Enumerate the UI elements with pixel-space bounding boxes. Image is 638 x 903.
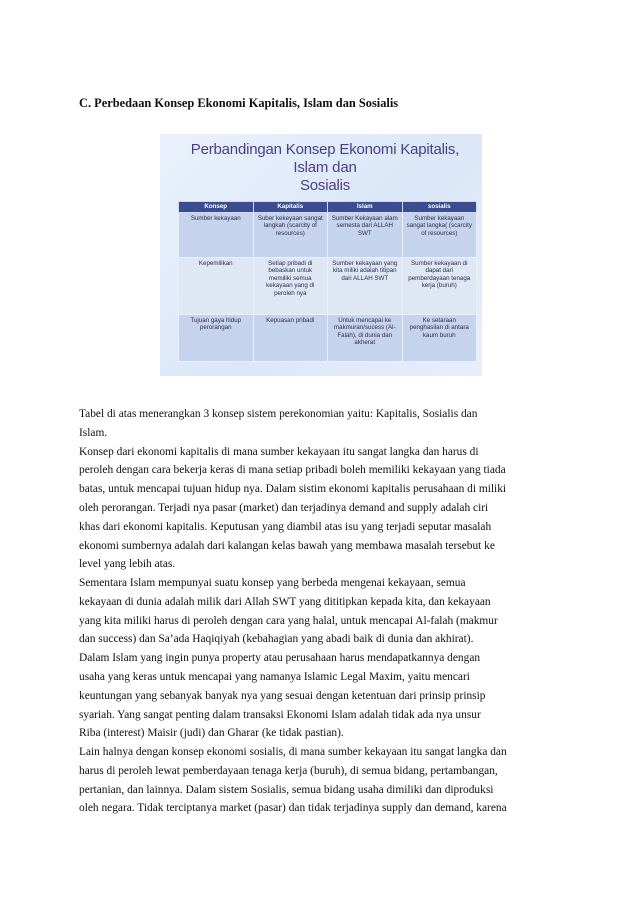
table-row <box>179 213 477 258</box>
figure-title <box>178 141 472 195</box>
text-line: batas, untuk mencapai tujuan hidup nya. Dalam sistim ekonomi kapitalis perusahaan di miliki <box>79 483 507 496</box>
section-heading: C. Perbedaan Konsep Ekonomi Kapitalis, Islam dan Sosialis <box>79 96 399 110</box>
figure-title-line-2: Sosialis <box>299 177 351 194</box>
table-row <box>179 258 477 315</box>
text-line: Konsep dari ekonomi kapitalis di mana sumber kekayaan itu sangat langka dan harus di <box>79 445 479 458</box>
text-line: ekonomi sumbernya adalah dari kalangan kelas bawah yang membawa masalah tersebut ke <box>79 539 495 552</box>
text-line: Dalam Islam yang ingin punya property atau perusahaan harus mendapatkannya dengan <box>79 652 481 665</box>
table-cell: Tujuan gaya hidup perorangan <box>179 315 254 362</box>
table-cell: Sumber kekayaan yang kita miliki adalah titipan dari ALLAH SWT <box>328 258 403 315</box>
text-line: oleh negara. Tidak terciptanya market (pasar) dan tidak terjadinya supply dan demand, karena <box>79 802 507 815</box>
text-line: khas dari ekonomi kapitalis. Keputusan yang diambil atas isu yang terjadi seputar masalah <box>79 520 492 533</box>
text-line: usaha yang keras untuk mencapai yang namanya Islamic Legal Maxim, yaitu mencari <box>79 670 470 683</box>
text-line: level yang lebih atas. <box>79 558 176 571</box>
header-konsep: Konsep <box>179 202 254 213</box>
text-line: pertanian, dan lainnya. Dalam sistem Sosialis, semua bidang usaha dimiliki dan diproduksi <box>79 783 494 796</box>
figure-title-line-1: Perbandingan Konsep Ekonomi Kapitalis, Islam dan <box>190 141 460 176</box>
table-cell: Ke setaraan penghasilan di antara kaum buruh <box>402 315 477 362</box>
table-cell: Kepuasan pribadi <box>253 315 328 362</box>
comparison-table <box>178 201 477 362</box>
table-cell: Setiap pribadi di bebaskan untuk memiliki semua kekayaan yang di peroleh nya <box>253 258 328 315</box>
header-islam: Islam <box>328 202 403 213</box>
text-line: dan success) dan Sa’ada Haqiqiyah (kebahagian yang abadi baik di dunia dan akhirat). <box>79 633 474 646</box>
table-cell: Kepemilikan <box>179 258 254 315</box>
paragraph-capitalism <box>79 405 569 574</box>
table-cell: Untuk mencapai ke makmuran/sucess (Al-Falah), di dunia dan akherat <box>328 315 403 362</box>
paragraph-islam <box>79 574 569 743</box>
text-line: Riba (interest) Maisir (judi) dan Gharar (ke tidak pastian). <box>79 727 344 740</box>
table-cell: Sumber kekayaan di dapat dari pemberdayaan tenaga kerja (buruh) <box>402 258 477 315</box>
table-cell: Suber kekeyaan sangat langkah (scarcity of resources) <box>253 213 328 258</box>
text-line: Tabel di atas menerangkan 3 konsep sistem perekonomian yaitu: Kapitalis, Sosialis dan <box>79 408 478 420</box>
table-header-row <box>179 202 477 213</box>
text-line: keuntungan yang sebanyak banyak nya yang sesuai dengan ketentuan dari prinsip prinsip <box>79 689 486 702</box>
table-row <box>179 315 477 362</box>
table-cell: Sumber kekayaan sangat langka( (scarcity of resources) <box>402 213 477 258</box>
text-line: yang kita miliki harus di peroleh dengan cara yang halal, untuk mencapai Al-falah (makmur <box>79 614 498 627</box>
paragraph-socialism <box>79 743 569 818</box>
table-cell: Sumber kekayaan <box>179 213 254 258</box>
header-kapitalis: Kapitalis <box>253 202 328 213</box>
text-line: syariah. Yang sangat penting dalam transaksi Ekonomi Islam adalah tidak ada nya unsur <box>79 708 481 721</box>
text-line: Islam. <box>79 426 108 439</box>
text-line: harus di peroleh lewat pemberdayaan tenaga kerja (buruh), di semua bidang, pertambangan, <box>79 764 498 777</box>
text-line: peroleh dengan cara bekerja keras di mana setiap pribadi boleh memiliki kekayaan yang tiada <box>79 464 506 477</box>
text-line: Sementara Islam mempunyai suatu konsep yang berbeda mengenai kekayaan, semua <box>79 577 466 589</box>
text-line: oleh perorangan. Terjadi nya pasar (market) dan terjadinya demand and supply adalah ciri <box>79 501 489 514</box>
comparison-figure <box>160 134 482 376</box>
header-sosialis: sosialis <box>402 202 477 213</box>
text-line: Lain halnya dengan konsep ekonomi sosialis, di mana sumber kekayaan itu sangat langka dan <box>79 746 507 758</box>
text-line: kekayaan di dunia adalah milik dari Allah SWT yang dititipkan kepada kita, dan kekayaan <box>79 595 491 608</box>
table-cell: Sumber Kekayaan alam semesta dari ALLAH SWT <box>328 213 403 258</box>
